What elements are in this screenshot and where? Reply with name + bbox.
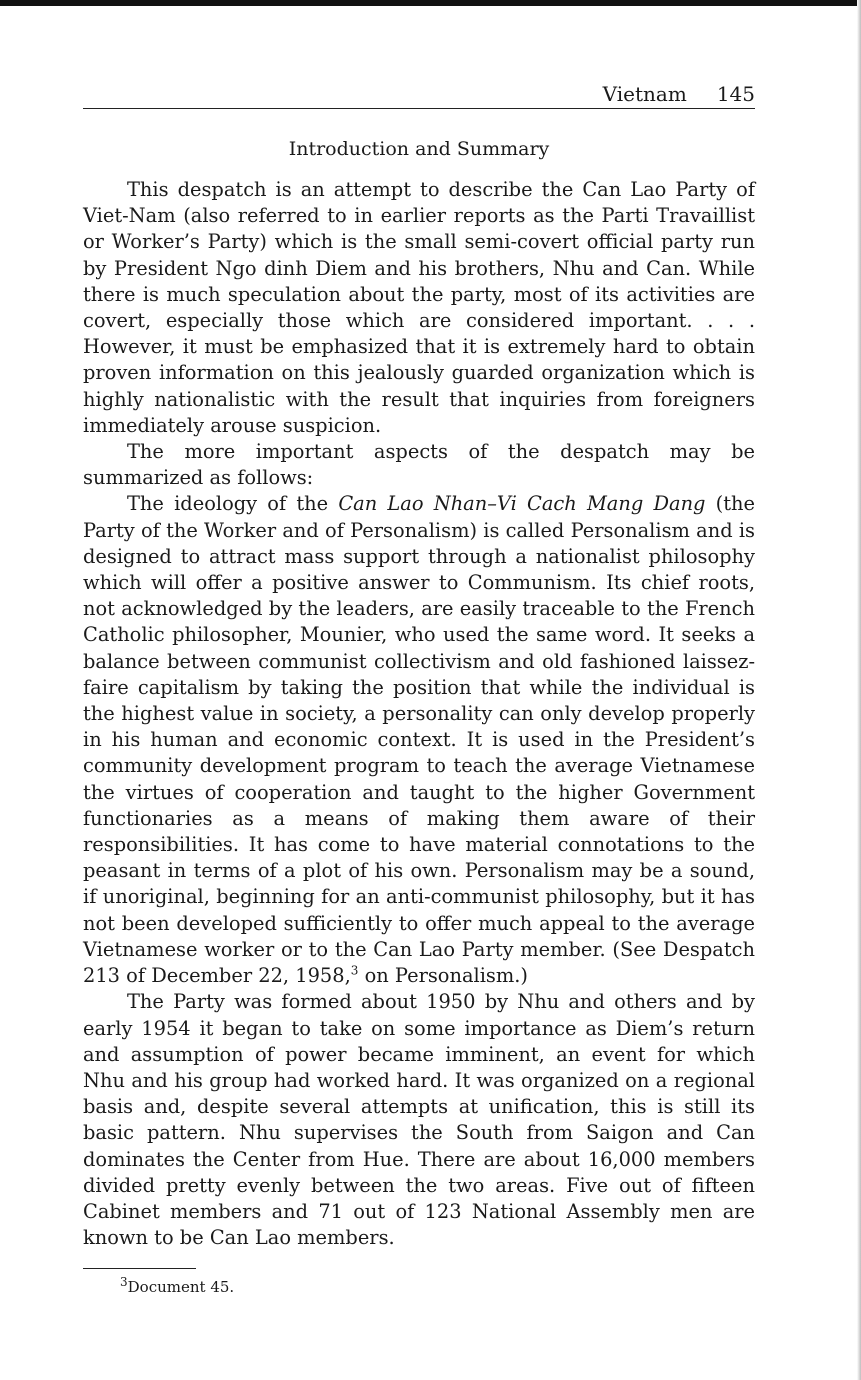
section-heading: Introduction and Summary [288,138,550,160]
footnote-text: Document 45. [127,1278,235,1296]
ideology-text-end: on Personalism.) [358,964,528,988]
paragraph-intro: This despatch is an attempt to describe the Can Lao Party of Viet-Nam (also referred to in earlier reports as the Parti Travaillist or Worker’s Party) which is the small semi-covert official party run by President Ngo dinh Diem and his brothers, Nhu and Can. While there is much speculation about the party, most of its activities are covert, especially those which are considered important. . . . However, it must be emphasized that it is extremely hard to obtain proven information on this jealously guarded organization which is highly nationalistic with the result that inquiries from foreigners immediately arouse suspicion. [83,178,755,437]
page-top-edge [0,0,861,6]
running-head-text [603,82,755,106]
running-head-title: Vietnam [602,82,687,106]
footnote-reference: 3 [350,963,359,978]
party-name-italic: Can Lao Nhan–Vi Cach Mang Dang [338,492,706,516]
page-number: 145 [716,82,755,106]
page-right-edge [857,0,861,1380]
footnote-marker: 3 [120,1275,128,1289]
footnote-rule [83,1268,196,1269]
body-text [83,177,755,1251]
footnote [120,1275,235,1296]
ideology-text-body: (the Party of the Worker and of Personalism) is called Personalism and is designed to attract mass support through a nationalist philosophy which will offer a positive answer to Communism. Its chief roots, not acknowledged by the leaders, are easily traceable to the French Catholic philosopher, Mounier, who used the same word. It seeks a balance between communist collectivism and old fashioned laissez-faire capitalism by taking the position that while the individual is the highest value in society, a personality can only develop properly in his human and economic context. It is used in the President’s community development program to teach the average Vietnamese the virtues of cooperation and taught to the higher Government functionaries as a means of making them aware of their responsibilities. It has come to have material connotations to the peasant in terms of a plot of his own. Personalism may be a sound, if unoriginal, beginning for an anti-communist philosophy, but it has not been developed sufficiently to offer much appeal to the average Vietnamese worker or to the Can Lao Party member. (See Despatch 213 of December 22, 1958, [83,492,755,988]
paragraph-summary-lead: The more important aspects of the despatch may be summarized as follows: [83,440,755,490]
paragraph-party-formation: The Party was formed about 1950 by Nhu and others and by early 1954 it began to take on some importance as Diem’s return and assumption of power became imminent, an event for which Nhu and his group had worked hard. It was organized on a regional basis and, despite several attempts at unification, this is still its basic pattern. Nhu supervises the South from Saigon and Can dominates the Center from Hue. There are about 16,000 members divided pretty evenly between the two areas. Five out of fifteen Cabinet members and 71 out of 123 National Assembly men are known to be Can Lao members. [83,990,755,1250]
ideology-text-start: The ideology of the [127,492,339,516]
running-head [83,82,755,109]
paragraph-ideology [83,491,755,989]
